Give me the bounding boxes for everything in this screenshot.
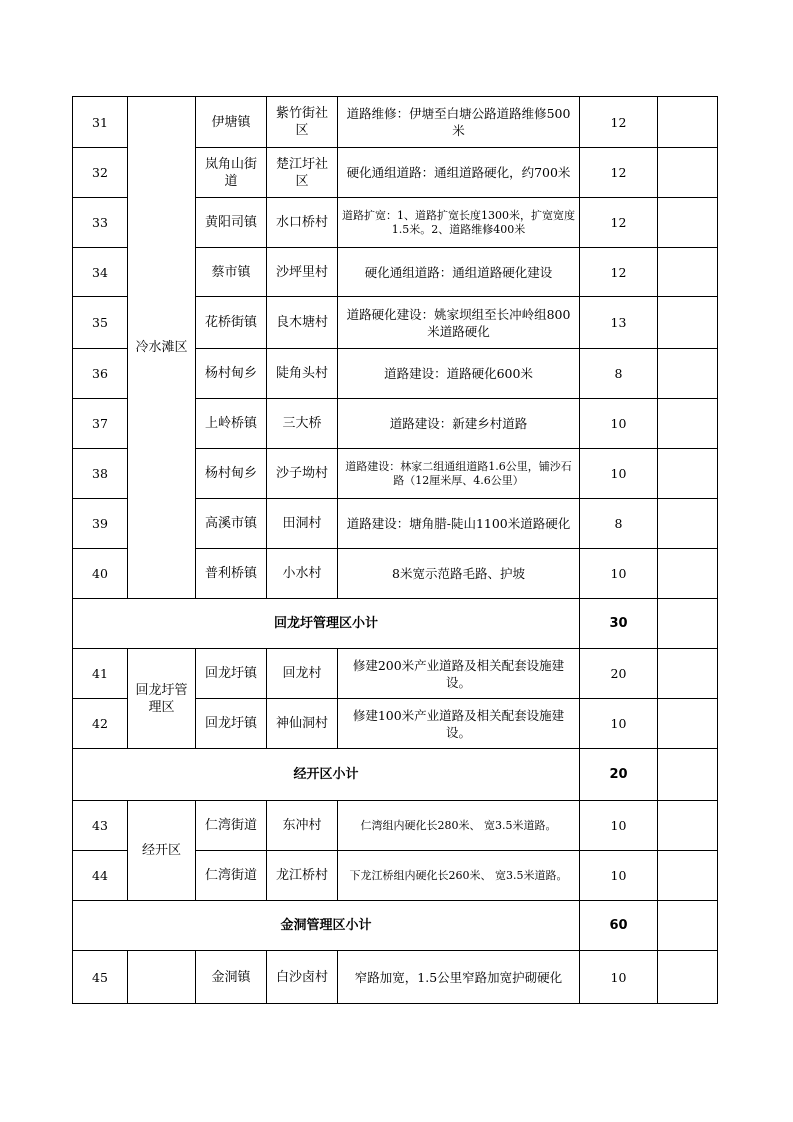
description-cell: 仁湾组内硬化长280米、 宽3.5米道路。 bbox=[338, 801, 580, 851]
row-number: 41 bbox=[73, 649, 128, 699]
remark-cell bbox=[658, 801, 718, 851]
row-number: 43 bbox=[73, 801, 128, 851]
row-number: 42 bbox=[73, 699, 128, 749]
table-row bbox=[73, 97, 718, 148]
remark-cell bbox=[658, 951, 718, 1004]
village-cell: 陡角头村 bbox=[267, 349, 338, 399]
town-cell: 金洞镇 bbox=[196, 951, 267, 1004]
description-cell: 道路建设：新建乡村道路 bbox=[338, 399, 580, 449]
description-cell: 道路硬化建设：姚家坝组至长冲岭组800米道路硬化 bbox=[338, 297, 580, 349]
row-number: 45 bbox=[73, 951, 128, 1004]
description-cell: 道路扩宽：1、道路扩宽长度1300米，扩宽宽度1.5米。2、道路维修400米 bbox=[338, 198, 580, 248]
village-cell: 沙子坳村 bbox=[267, 449, 338, 499]
village-cell: 沙坪里村 bbox=[267, 248, 338, 297]
description-cell: 道路建设：道路硬化600米 bbox=[338, 349, 580, 399]
description-cell: 窄路加宽，1.5公里窄路加宽护砌硬化 bbox=[338, 951, 580, 1004]
subtotal-amount: 30 bbox=[580, 599, 658, 649]
district-cell: 冷水滩区 bbox=[128, 97, 196, 599]
town-cell: 仁湾街道 bbox=[196, 801, 267, 851]
remark-cell bbox=[658, 749, 718, 801]
town-cell: 杨村甸乡 bbox=[196, 449, 267, 499]
remark-cell bbox=[658, 549, 718, 599]
amount-cell: 20 bbox=[580, 649, 658, 699]
amount-cell: 10 bbox=[580, 699, 658, 749]
village-cell: 龙江桥村 bbox=[267, 851, 338, 901]
project-table bbox=[72, 96, 718, 1004]
table-row bbox=[73, 649, 718, 699]
description-cell: 修建100米产业道路及相关配套设施建设。 bbox=[338, 699, 580, 749]
amount-cell: 10 bbox=[580, 801, 658, 851]
village-cell: 白沙卤村 bbox=[267, 951, 338, 1004]
subtotal-label: 回龙圩管理区小计 bbox=[73, 599, 580, 649]
row-number: 37 bbox=[73, 399, 128, 449]
town-cell: 高溪市镇 bbox=[196, 499, 267, 549]
remark-cell bbox=[658, 198, 718, 248]
row-number: 35 bbox=[73, 297, 128, 349]
remark-cell bbox=[658, 901, 718, 951]
town-cell: 普利桥镇 bbox=[196, 549, 267, 599]
village-cell: 良木塘村 bbox=[267, 297, 338, 349]
village-cell: 东冲村 bbox=[267, 801, 338, 851]
row-number: 38 bbox=[73, 449, 128, 499]
remark-cell bbox=[658, 97, 718, 148]
district-cell: 回龙圩管理区 bbox=[128, 649, 196, 749]
amount-cell: 8 bbox=[580, 349, 658, 399]
district-cell bbox=[128, 951, 196, 1004]
description-cell: 硬化通组道路：通组道路硬化建设 bbox=[338, 248, 580, 297]
amount-cell: 12 bbox=[580, 97, 658, 148]
row-number: 40 bbox=[73, 549, 128, 599]
village-cell: 神仙洞村 bbox=[267, 699, 338, 749]
row-number: 34 bbox=[73, 248, 128, 297]
amount-cell: 10 bbox=[580, 399, 658, 449]
town-cell: 回龙圩镇 bbox=[196, 699, 267, 749]
row-number: 33 bbox=[73, 198, 128, 248]
description-cell: 道路建设：林家二组通组道路1.6公里，铺沙石路（12厘米厚、4.6公里） bbox=[338, 449, 580, 499]
subtotal-label: 经开区小计 bbox=[73, 749, 580, 801]
remark-cell bbox=[658, 449, 718, 499]
remark-cell bbox=[658, 499, 718, 549]
description-cell: 修建200米产业道路及相关配套设施建设。 bbox=[338, 649, 580, 699]
remark-cell bbox=[658, 649, 718, 699]
remark-cell bbox=[658, 851, 718, 901]
subtotal-row bbox=[73, 749, 718, 801]
remark-cell bbox=[658, 599, 718, 649]
description-cell: 下龙江桥组内硬化长260米、 宽3.5米道路。 bbox=[338, 851, 580, 901]
description-cell: 硬化通组道路：通组道路硬化，约700米 bbox=[338, 148, 580, 198]
town-cell: 花桥街镇 bbox=[196, 297, 267, 349]
remark-cell bbox=[658, 349, 718, 399]
town-cell: 蔡市镇 bbox=[196, 248, 267, 297]
row-number: 39 bbox=[73, 499, 128, 549]
amount-cell: 10 bbox=[580, 951, 658, 1004]
subtotal-amount: 20 bbox=[580, 749, 658, 801]
remark-cell bbox=[658, 248, 718, 297]
remark-cell bbox=[658, 399, 718, 449]
town-cell: 黄阳司镇 bbox=[196, 198, 267, 248]
village-cell: 水口桥村 bbox=[267, 198, 338, 248]
row-number: 31 bbox=[73, 97, 128, 148]
row-number: 36 bbox=[73, 349, 128, 399]
town-cell: 仁湾街道 bbox=[196, 851, 267, 901]
village-cell: 小水村 bbox=[267, 549, 338, 599]
amount-cell: 10 bbox=[580, 449, 658, 499]
town-cell: 杨村甸乡 bbox=[196, 349, 267, 399]
amount-cell: 10 bbox=[580, 851, 658, 901]
village-cell: 回龙村 bbox=[267, 649, 338, 699]
table-row bbox=[73, 951, 718, 1004]
village-cell: 田洞村 bbox=[267, 499, 338, 549]
subtotal-row bbox=[73, 901, 718, 951]
description-cell: 道路建设：塘角腊-陡山1100米道路硬化 bbox=[338, 499, 580, 549]
remark-cell bbox=[658, 297, 718, 349]
subtotal-row bbox=[73, 599, 718, 649]
amount-cell: 12 bbox=[580, 198, 658, 248]
amount-cell: 13 bbox=[580, 297, 658, 349]
district-cell: 经开区 bbox=[128, 801, 196, 901]
amount-cell: 12 bbox=[580, 148, 658, 198]
row-number: 32 bbox=[73, 148, 128, 198]
town-cell: 上岭桥镇 bbox=[196, 399, 267, 449]
village-cell: 紫竹街社区 bbox=[267, 97, 338, 148]
amount-cell: 12 bbox=[580, 248, 658, 297]
table-row bbox=[73, 801, 718, 851]
village-cell: 三大桥 bbox=[267, 399, 338, 449]
town-cell: 伊塘镇 bbox=[196, 97, 267, 148]
town-cell: 岚角山街道 bbox=[196, 148, 267, 198]
amount-cell: 10 bbox=[580, 549, 658, 599]
description-cell: 8米宽示范路毛路、护坡 bbox=[338, 549, 580, 599]
subtotal-label: 金洞管理区小计 bbox=[73, 901, 580, 951]
town-cell: 回龙圩镇 bbox=[196, 649, 267, 699]
amount-cell: 8 bbox=[580, 499, 658, 549]
subtotal-amount: 60 bbox=[580, 901, 658, 951]
row-number: 44 bbox=[73, 851, 128, 901]
description-cell: 道路维修：伊塘至白塘公路道路维修500米 bbox=[338, 97, 580, 148]
remark-cell bbox=[658, 699, 718, 749]
village-cell: 楚江圩社区 bbox=[267, 148, 338, 198]
remark-cell bbox=[658, 148, 718, 198]
